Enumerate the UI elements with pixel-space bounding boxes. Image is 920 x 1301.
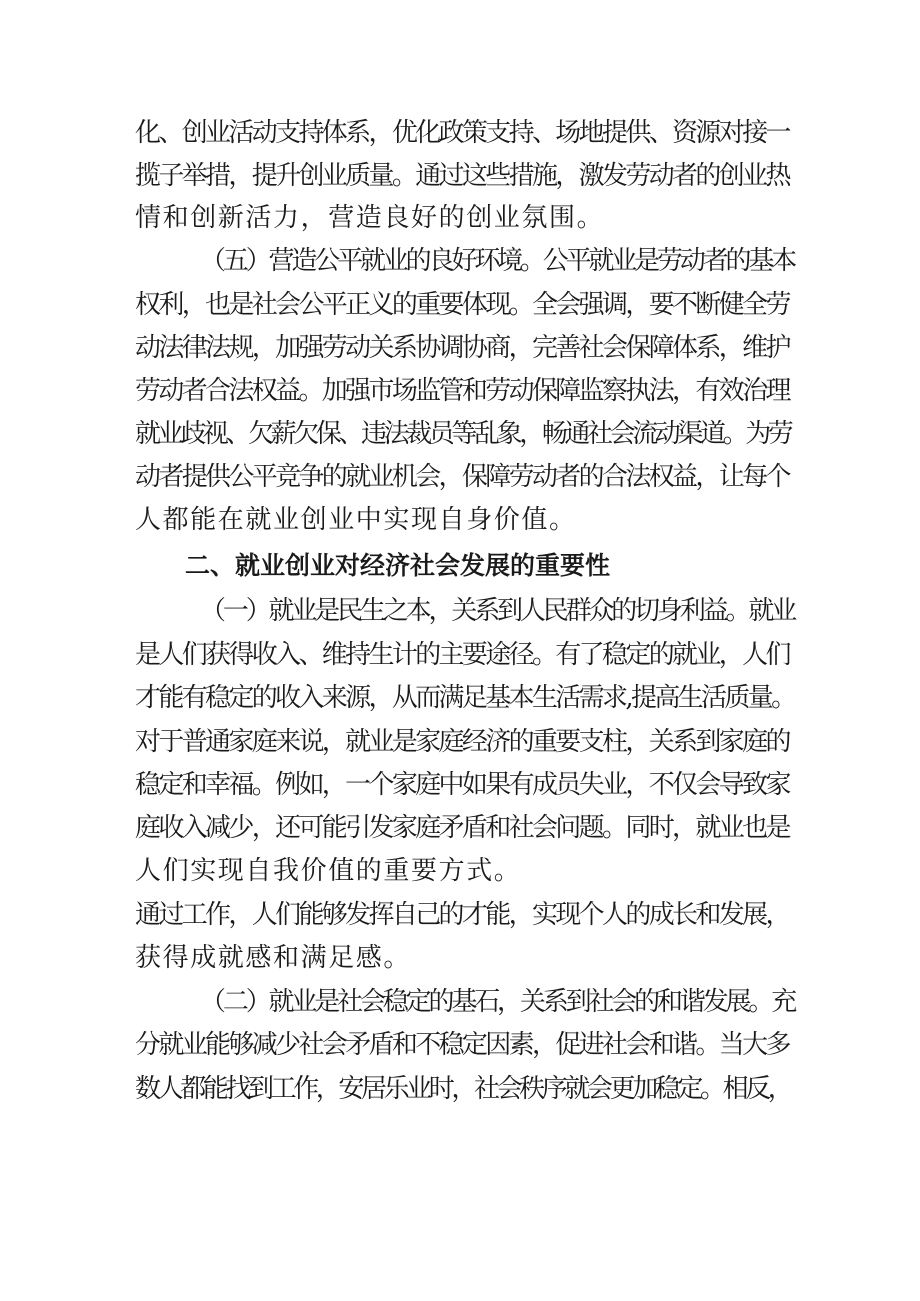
paragraph-line: 获得成就感和满足感。 bbox=[135, 943, 412, 973]
paragraph-line: 数人都能找到工作，安居乐业时，社会秩序就会更加稳定。相反， bbox=[135, 1074, 791, 1104]
paragraph-line: 情和创新活力，营造良好的创业氛围。 bbox=[135, 203, 605, 233]
paragraph-line: 劳动者合法权益。加强市场监管和劳动保障监察执法，有效治理 bbox=[135, 376, 789, 406]
paragraph-line: 揽子举措，提升创业质量。通过这些措施，激发劳动者的创业热 bbox=[135, 161, 789, 191]
paragraph-line: 化、创业活动支持体系，优化政策支持、场地提供、资源对接一 bbox=[135, 118, 789, 148]
paragraph-line: 人都能在就业创业中实现自身价值。 bbox=[135, 505, 577, 535]
paragraph-line: 是人们获得收入、维持生计的主要途径。有了稳定的就业，人们 bbox=[135, 640, 789, 670]
paragraph-line: 就业歧视、欠薪欠保、违法裁员等乱象，畅通社会流动渠道。为劳 bbox=[135, 419, 791, 449]
paragraph-line: 人们实现自我价值的重要方式。 bbox=[135, 856, 522, 886]
paragraph-line: 动者提供公平竞争的就业机会，保障劳动者的合法权益，让每个 bbox=[135, 462, 789, 492]
paragraph-line: （一）就业是民生之本，关系到人民群众的切身利益。就业 bbox=[200, 596, 795, 626]
paragraph-line: 对于普通家庭来说，就业是家庭经济的重要支柱，关系到家庭的 bbox=[135, 727, 789, 757]
paragraph-line: 稳定和幸福。例如，一个家庭中如果有成员失业，不仅会导致家 bbox=[135, 770, 789, 800]
section-heading: 二、就业创业对经济社会发展的重要性 bbox=[185, 551, 611, 580]
paragraph-line: 权利，也是社会公平正义的重要体现。全会强调，要不断健全劳 bbox=[135, 290, 789, 320]
paragraph-line: 分就业能够减少社会矛盾和不稳定因素，促进社会和谐。当大多 bbox=[135, 1030, 789, 1060]
paragraph-line: （二）就业是社会稳定的基石，关系到社会的和谐发展。充 bbox=[200, 987, 795, 1017]
paragraph-line: 动法律法规，加强劳动关系协调协商，完善社会保障体系，维护 bbox=[135, 333, 789, 363]
paragraph-line: 通过工作，人们能够发挥自己的才能，实现个人的成长和发展， bbox=[135, 900, 789, 930]
paragraph-line: 才能有稳定的收入来源，从而满足基本生活需求,提高生活质量。 bbox=[135, 683, 795, 713]
paragraph-line: 庭收入减少，还可能引发家庭矛盾和社会问题。同时，就业也是 bbox=[135, 813, 789, 843]
paragraph-line: （五）营造公平就业的良好环境。公平就业是劳动者的基本 bbox=[200, 246, 795, 276]
